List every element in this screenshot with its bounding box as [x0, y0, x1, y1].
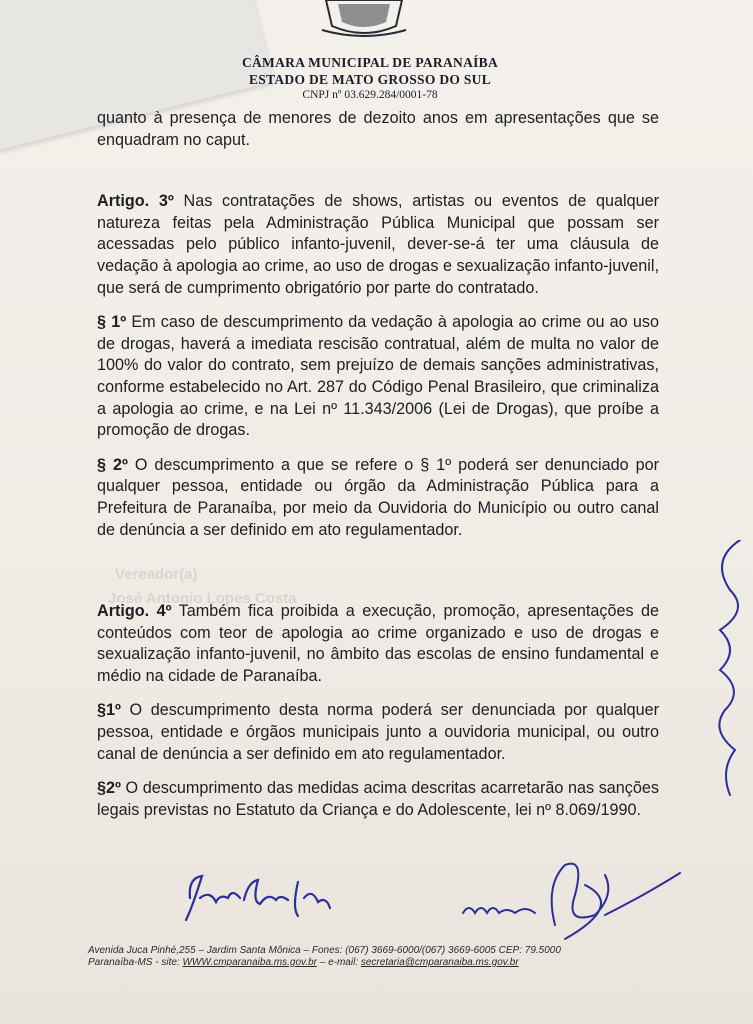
- article-label: Artigo. 4º: [97, 602, 172, 621]
- signature-left: [180, 868, 360, 928]
- site-link[interactable]: WWW.cmparanaiba.ms.gov.br: [182, 957, 317, 968]
- signature-margin: [700, 540, 753, 800]
- paragraph-label: §1º: [97, 701, 121, 720]
- article-4-para-2: §2º O descumprimento das medidas acima descritas acarretarão nas sanções legais previstas no Estatuto da Criança e do Adolescente, lei nº 8.069/1990.: [97, 779, 659, 819]
- coat-of-arms-icon: [318, 0, 410, 38]
- bleed-through-text: Vereador(a): [115, 566, 198, 583]
- paragraph-label: §2º: [97, 779, 121, 798]
- article-4: Artigo. 4º Também fica proibida a execução, promoção, apresentações de conteúdos com teor de apologia ao crime organizado e uso de drogas e sexualização infanto-juvenil, no âmbito das escolas de ensino fundamental e médio na cidade de Paranaíba.: [97, 602, 659, 685]
- cnpj: CNPJ nº 03.629.284/0001-78: [302, 89, 438, 101]
- state-name: ESTADO DE MATO GROSSO DO SUL: [248, 72, 492, 87]
- signature-right: [455, 855, 685, 945]
- article-3-para-1: § 1º Em caso de descumprimento da vedação à apologia ao crime ou ao uso de drogas, haverá a imediata rescisão contratual, além de multa no valor de 100% do valor do contrato, sem prejuízo de demais sanções administrativas, conforme estabelecido no Art. 287 do Código Penal Brasileiro, que criminaliza a apologia ao crime, e na Lei nº 11.343/2006 (Lei de Drogas), que proíbe a promoção de drogas.: [97, 313, 659, 440]
- paragraph: quanto à presença de menores de dezoito anos em apresentações que se enquadram no caput.: [97, 109, 659, 149]
- article-4-para-1: §1º O descumprimento desta norma poderá ser denunciada por qualquer pessoa, entidade e órgãos municipais junto a ouvidoria municipal, ou outro canal de denúncia a ser definido em ato regulamentador.: [97, 701, 659, 763]
- footer: [88, 945, 648, 969]
- bleed-through-text: José Antonio Lopes Costa: [108, 590, 297, 607]
- paragraph-label: § 2º: [97, 455, 128, 474]
- letterhead: [210, 55, 530, 101]
- chamber-name: CÂMARA MUNICIPAL DE PARANAÍBA: [241, 55, 499, 70]
- document-body: [97, 108, 659, 821]
- footer-address: Avenida Juca Pinhé,255 – Jardim Santa Mônica – Fones: (067) 3669-6000/(067) 3669-6005 CEP: 79.5000: [88, 945, 561, 956]
- paragraph-label: § 1º: [97, 313, 127, 332]
- email-link[interactable]: secretaria@cmparanaiba.ms.gov.br: [360, 957, 519, 968]
- article-3-para-2: § 2º O descumprimento a que se refere o § 1º poderá ser denunciado por qualquer pessoa, entidade ou órgão da Administração Pública para a Prefeitura de Paranaíba, por meio da Ouvidoria do Município ou outro canal de denúncia a ser definido em ato regulamentador.: [97, 455, 660, 539]
- article-3: Artigo. 3º Nas contratações de shows, artistas ou eventos de qualquer natureza feitas pela Administração Pública Municipal que possam ser acessadas pelo público infanto-juvenil, dever-se-á ter uma cláusula de vedação à apologia ao crime, ao uso de drogas e sexualização infanto-juvenil, que será de cumprimento obrigatório por parte do contratado.: [97, 192, 659, 297]
- footer-contacts: Paranaíba-MS - site: WWW.cmparanaiba.ms.gov.br – e-mail: secretaria@cmparanaiba.ms.gov.br: [88, 957, 519, 968]
- article-label: Artigo. 3º: [97, 192, 174, 211]
